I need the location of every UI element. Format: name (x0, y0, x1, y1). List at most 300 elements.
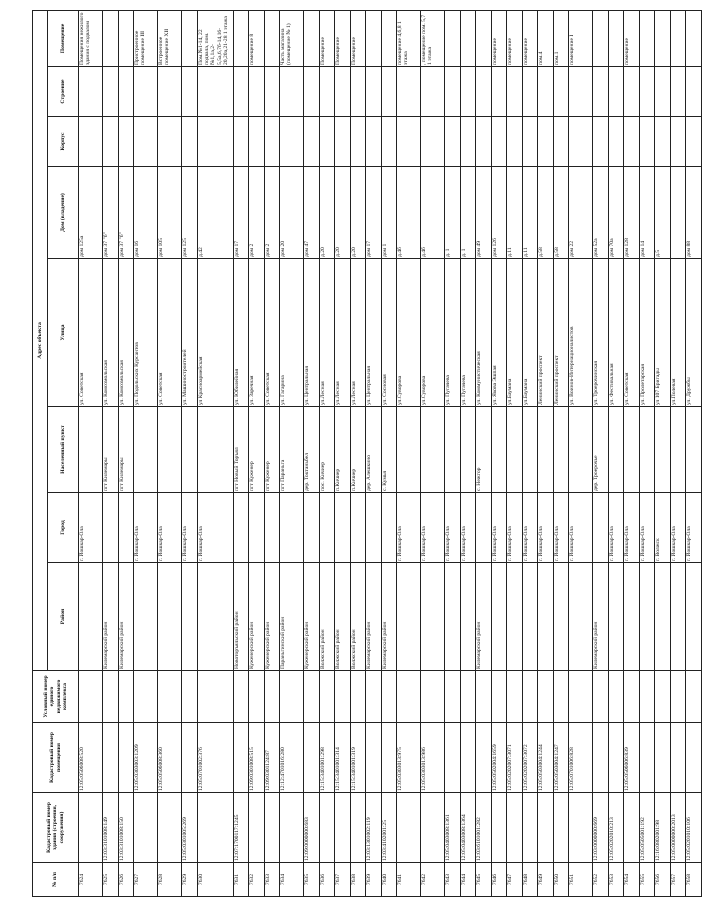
conditional-number-cell (103, 671, 119, 723)
settlement-cell (134, 407, 158, 493)
district-cell: Волжский район (319, 563, 335, 671)
table-row (158, 10, 182, 896)
conditional-number-cell (445, 671, 461, 723)
table-row (569, 10, 593, 896)
premise-cell (686, 10, 702, 66)
street-cell: ул. Якова Эшпая (491, 259, 507, 407)
row-number-cell: 7632 (249, 863, 265, 897)
house-cell: д. 1 (445, 167, 461, 259)
district-cell (197, 563, 233, 671)
cadastral-premise-cell: 12:05:0701006:828 (569, 723, 593, 793)
street-cell: ул.Баумана (522, 259, 538, 407)
row-number-cell: 7655 (639, 863, 655, 897)
premise-cell: , помещение пом. 5,7 1 этажа (421, 10, 445, 66)
city-cell (280, 493, 304, 563)
cadastral-premise-cell (304, 723, 320, 793)
city-cell: г. Йошкар-Ола (538, 493, 554, 563)
settlement-cell: пос. Кичиер (319, 407, 335, 493)
row-number-cell: 7628 (158, 863, 182, 897)
cadastral-premise-cell (118, 723, 134, 793)
settlement-cell (608, 407, 624, 493)
header-house: Дом (владение) (48, 167, 79, 259)
korpus-cell (491, 117, 507, 167)
city-cell: г. Йошкар-Ола (522, 493, 538, 563)
city-cell: г. Волжск (655, 493, 671, 563)
table-row (639, 10, 655, 896)
korpus-cell (670, 117, 686, 167)
conditional-number-cell (639, 671, 655, 723)
district-cell (182, 563, 198, 671)
row-number-cell: 7645 (476, 863, 492, 897)
stroenie-cell (118, 67, 134, 117)
house-cell: дом 49 (476, 167, 492, 259)
settlement-cell: дер. Троерочье (593, 407, 609, 493)
house-cell: дом 47 (304, 167, 320, 259)
district-cell (686, 563, 702, 671)
table-row (686, 10, 702, 896)
cadastral-premise-cell: 12:05:0303003:1209 (134, 723, 158, 793)
cadastral-building-cell (553, 793, 569, 863)
settlement-cell: с. Нежгор (476, 407, 492, 493)
stroenie-cell (397, 67, 421, 117)
house-cell: дом 20 (280, 167, 304, 259)
cadastral-premise-cell: 12:05:0503004:1244 (538, 723, 554, 793)
table-row (366, 10, 382, 896)
table-row (670, 10, 686, 896)
table-row (460, 10, 476, 896)
korpus-cell (264, 117, 280, 167)
city-cell (103, 493, 119, 563)
settlement-cell (182, 407, 198, 493)
district-cell (134, 563, 158, 671)
district-cell (445, 563, 461, 671)
city-cell (593, 493, 609, 563)
street-cell: ул Красноармейская (197, 259, 233, 407)
cadastral-premise-cell (445, 723, 461, 793)
conditional-number-cell (134, 671, 158, 723)
cadastral-premise-cell: 12:15:3401001:298 (319, 723, 335, 793)
korpus-cell (569, 117, 593, 167)
header-korpus: Корпус (48, 117, 79, 167)
korpus-cell (421, 117, 445, 167)
street-cell: Ленинский проспект (538, 259, 554, 407)
korpus-cell (366, 117, 382, 167)
table-row (249, 10, 265, 896)
korpus-cell (593, 117, 609, 167)
row-number-cell: 7636 (319, 863, 335, 897)
cadastral-building-cell: 12:16:0802001:98 (655, 793, 671, 863)
house-cell: д.4б (421, 167, 445, 259)
district-cell: Волжский район (350, 563, 366, 671)
stroenie-cell (522, 67, 538, 117)
street-cell: ул. Пугачева (460, 259, 476, 407)
city-cell: г. Йошкар-Ола (421, 493, 445, 563)
row-number-cell: 7648 (522, 863, 538, 897)
stroenie-cell (569, 67, 593, 117)
city-cell (381, 493, 397, 563)
table-row (507, 10, 523, 896)
table-row (79, 10, 103, 896)
header-settlement: Населенный пункт (48, 407, 79, 493)
premise-cell: Встроенное помещение XII (158, 10, 182, 66)
street-cell: ул. Машиностроителей (182, 259, 198, 407)
stroenie-cell (608, 67, 624, 117)
cadastral-building-cell (79, 793, 103, 863)
header-row-1 (33, 10, 48, 896)
korpus-cell (134, 117, 158, 167)
cadastral-building-cell (197, 793, 233, 863)
city-cell: г. Йошкар-Ола (182, 493, 198, 563)
premise-cell: Пристроенное помещение III (134, 10, 158, 66)
cadastral-premise-cell: 12:05:0303013:986 (421, 723, 445, 793)
district-cell (421, 563, 445, 671)
table-row (197, 10, 233, 896)
conditional-number-cell (264, 671, 280, 723)
cadastral-premise-cell: 12:05:0303013:975 (397, 723, 421, 793)
district-cell: Килемарский район (381, 563, 397, 671)
row-number-cell: 7653 (608, 863, 624, 897)
stroenie-cell (670, 67, 686, 117)
stroenie-cell (421, 67, 445, 117)
settlement-cell (397, 407, 421, 493)
conditional-number-cell (655, 671, 671, 723)
settlement-cell: п.Кичиер (335, 407, 351, 493)
house-cell: д.4б (397, 167, 421, 259)
premise-cell (182, 10, 198, 66)
city-cell (476, 493, 492, 563)
cadastral-building-cell (491, 793, 507, 863)
row-number-cell: 7651 (569, 863, 593, 897)
row-number-cell: 7658 (686, 863, 702, 897)
korpus-cell (182, 117, 198, 167)
house-cell: дом 128 (624, 167, 640, 259)
settlement-cell (79, 407, 103, 493)
street-cell: ул.Суворова (421, 259, 445, 407)
korpus-cell (381, 117, 397, 167)
property-registry-table (32, 10, 702, 897)
cadastral-premise-cell: 12:05:0506006:839 (624, 723, 640, 793)
street-cell: ул. Советская (79, 259, 103, 407)
stroenie-cell (103, 67, 119, 117)
cadastral-premise-cell: 12:12:4701016:280 (280, 723, 304, 793)
cadastral-building-cell: 12:05:0000000:2013 (670, 793, 686, 863)
city-cell (335, 493, 351, 563)
row-number-cell: 7642 (421, 863, 445, 897)
stroenie-cell (233, 67, 249, 117)
street-cell: ул. Комсомольская (118, 259, 134, 407)
conditional-number-cell (366, 671, 382, 723)
house-cell: дом 17 (366, 167, 382, 259)
premise-cell (670, 10, 686, 66)
conditional-number-cell (304, 671, 320, 723)
district-cell: Килемарский район (103, 563, 119, 671)
premise-cell (639, 10, 655, 66)
table-row (624, 10, 640, 896)
table-row (264, 10, 280, 896)
stroenie-cell (686, 67, 702, 117)
settlement-cell (158, 407, 182, 493)
house-cell (670, 167, 686, 259)
city-cell: г. Йошкар-Ола (460, 493, 476, 563)
settlement-cell: пгт Новый Торъял (233, 407, 249, 493)
cadastral-premise-cell (103, 723, 119, 793)
premise-cell: помещение (624, 10, 640, 66)
district-cell (507, 563, 523, 671)
cadastral-building-cell (249, 793, 265, 863)
table-row (522, 10, 538, 896)
cadastral-premise-cell: 12:09:0301124:87 (264, 723, 280, 793)
premise-cell: помещение I (569, 10, 593, 66)
header-premise: Помещение (48, 10, 79, 66)
district-cell: Килемарский район (366, 563, 382, 671)
city-cell (366, 493, 382, 563)
cadastral-premise-cell: 12:09:0301008:515 (249, 723, 265, 793)
row-number-cell: 7643 (445, 863, 461, 897)
city-cell (319, 493, 335, 563)
cadastral-premise-cell (381, 723, 397, 793)
settlement-cell: пгт Килемары (103, 407, 119, 493)
settlement-cell (445, 407, 461, 493)
cadastral-building-cell: 12:09:0000000:683 (304, 793, 320, 863)
cadastral-premise-cell (460, 723, 476, 793)
conditional-number-cell (538, 671, 554, 723)
table-row (233, 10, 249, 896)
korpus-cell (197, 117, 233, 167)
conditional-number-cell (158, 671, 182, 723)
settlement-cell (655, 407, 671, 493)
conditional-number-cell (670, 671, 686, 723)
house-cell: дом 2 (249, 167, 265, 259)
house-cell: дом 2 (264, 167, 280, 259)
table-row (182, 10, 198, 896)
district-cell (608, 563, 624, 671)
district-cell (538, 563, 554, 671)
table-row (350, 10, 366, 896)
conditional-number-cell (397, 671, 421, 723)
street-cell: ул. Советская (158, 259, 182, 407)
header-street: Улица (48, 259, 79, 407)
row-number-cell: 7635 (304, 863, 320, 897)
stroenie-cell (304, 67, 320, 117)
district-cell (79, 563, 103, 671)
stroenie-cell (445, 67, 461, 117)
cadastral-premise-cell (233, 723, 249, 793)
district-cell (158, 563, 182, 671)
house-cell: дом 125а (79, 167, 103, 259)
cadastral-premise-cell (639, 723, 655, 793)
table-row (335, 10, 351, 896)
stroenie-cell (134, 67, 158, 117)
premise-cell (655, 10, 671, 66)
korpus-cell (639, 117, 655, 167)
city-cell: г. Йошкар-Ола (134, 493, 158, 563)
settlement-cell (507, 407, 523, 493)
table-row (319, 10, 335, 896)
stroenie-cell (249, 67, 265, 117)
city-cell (249, 493, 265, 563)
house-cell: дом 16 (134, 167, 158, 259)
settlement-cell: пгт Параньга (280, 407, 304, 493)
house-cell: д.58 (538, 167, 554, 259)
korpus-cell (350, 117, 366, 167)
conditional-number-cell (182, 671, 198, 723)
cadastral-building-cell: 12:05:0202010:213 (608, 793, 624, 863)
premise-cell (118, 10, 134, 66)
table-row (381, 10, 397, 896)
settlement-cell (538, 407, 554, 493)
row-number-cell: 7629 (182, 863, 198, 897)
district-cell (569, 563, 593, 671)
korpus-cell (476, 117, 492, 167)
header-stroenie: Строение (48, 67, 79, 117)
premise-cell: помещение 8 (249, 10, 265, 66)
conditional-number-cell (197, 671, 233, 723)
house-cell: дом 88 (686, 167, 702, 259)
cadastral-building-cell: 12:03:4102001:25 (381, 793, 397, 863)
city-cell: г. Йошкар-Ола (158, 493, 182, 563)
stroenie-cell (280, 67, 304, 117)
conditional-number-cell (350, 671, 366, 723)
cadastral-building-cell (522, 793, 538, 863)
row-number-cell: 7650 (553, 863, 569, 897)
stroenie-cell (639, 67, 655, 117)
city-cell (264, 493, 280, 563)
conditional-number-cell (608, 671, 624, 723)
district-cell (655, 563, 671, 671)
premise-cell (233, 10, 249, 66)
city-cell: г. Йошкар-Ола (197, 493, 233, 563)
stroenie-cell (158, 67, 182, 117)
cadastral-building-cell (134, 793, 158, 863)
settlement-cell (522, 407, 538, 493)
cadastral-building-cell: 12:03:6101001:282 (476, 793, 492, 863)
korpus-cell (103, 117, 119, 167)
conditional-number-cell (593, 671, 609, 723)
cadastral-premise-cell (593, 723, 609, 793)
table-row (304, 10, 320, 896)
settlement-cell (569, 407, 593, 493)
premise-cell (593, 10, 609, 66)
cadastral-building-cell: 12:03:1301002:119 (366, 793, 382, 863)
district-cell: Куженерский район (264, 563, 280, 671)
conditional-number-cell (249, 671, 265, 723)
city-cell (118, 493, 134, 563)
district-cell: Килемарский район (118, 563, 134, 671)
table-row (118, 10, 134, 896)
row-number-cell: 7638 (350, 863, 366, 897)
street-cell: ул. Дружбы (686, 259, 702, 407)
header-cond-num: Условный номер единого недвижимого комплекса (33, 671, 79, 723)
cadastral-premise-cell (655, 723, 671, 793)
row-number-cell: 7656 (655, 863, 671, 897)
table-row (538, 10, 554, 896)
conditional-number-cell (553, 671, 569, 723)
conditional-number-cell (233, 671, 249, 723)
district-cell: Параньгинский район (280, 563, 304, 671)
cadastral-building-cell (319, 793, 335, 863)
house-cell: дом 125 (182, 167, 198, 259)
district-cell (670, 563, 686, 671)
cadastral-building-cell: 12:05:0201010:106 (686, 793, 702, 863)
city-cell: г. Йошкар-Ола (553, 493, 569, 563)
row-number-cell: 7631 (233, 863, 249, 897)
header-district: Район (48, 563, 79, 671)
cadastral-premise-cell: 12:05:0503004:1247 (553, 723, 569, 793)
house-cell: дом 17 (233, 167, 249, 259)
korpus-cell (249, 117, 265, 167)
settlement-cell: с. Кумья (381, 407, 397, 493)
premise-cell (381, 10, 397, 66)
district-cell (522, 563, 538, 671)
row-number-cell: 7654 (624, 863, 640, 897)
district-cell: Волжский район (335, 563, 351, 671)
korpus-cell (118, 117, 134, 167)
conditional-number-cell (118, 671, 134, 723)
cadastral-building-cell: 12:05:0403008:1361 (445, 793, 461, 863)
cadastral-premise-cell (476, 723, 492, 793)
house-cell: дом 22 (569, 167, 593, 259)
city-cell: г. Йошкар-Ола (397, 493, 421, 563)
cadastral-premise-cell: 12:05:0701002:376 (197, 723, 233, 793)
settlement-cell: пгт Куженер (264, 407, 280, 493)
table-row (476, 10, 492, 896)
premise-cell: Пом.№1-14, 22 подвала, пом. №1,1а,2-5,5а,6,7б-14,16-20,20а,21-28 1 этажа (197, 10, 233, 66)
house-cell: дом 1 (381, 167, 397, 259)
cadastral-building-cell (538, 793, 554, 863)
premise-cell (304, 10, 320, 66)
city-cell: г. Йошкар-Ола (686, 493, 702, 563)
stroenie-cell (507, 67, 523, 117)
row-number-cell: 7641 (397, 863, 421, 897)
stroenie-cell (624, 67, 640, 117)
cadastral-premise-cell (686, 723, 702, 793)
korpus-cell (233, 117, 249, 167)
table-row (553, 10, 569, 896)
settlement-cell (639, 407, 655, 493)
cadastral-premise-cell (670, 723, 686, 793)
korpus-cell (522, 117, 538, 167)
premise-cell (264, 10, 280, 66)
header-city: Город (48, 493, 79, 563)
stroenie-cell (79, 67, 103, 117)
house-cell: д.20 (350, 167, 366, 259)
district-cell (397, 563, 421, 671)
street-cell: ул. Троерочинская (593, 259, 609, 407)
row-number-cell: 7639 (366, 863, 382, 897)
house-cell: дом 126 (491, 167, 507, 259)
stroenie-cell (350, 67, 366, 117)
premise-cell: Помещение (319, 10, 335, 66)
row-number-cell: 7637 (335, 863, 351, 897)
stroenie-cell (335, 67, 351, 117)
settlement-cell (460, 407, 476, 493)
district-cell (624, 563, 640, 671)
house-cell: д.11 (507, 167, 523, 259)
city-cell: г. Йошкар-Ола (670, 493, 686, 563)
row-number-cell: 7640 (381, 863, 397, 897)
table-row (445, 10, 461, 896)
settlement-cell: п.Кичиер (350, 407, 366, 493)
header-cad-building: Кадастровый номер здания (строения, сооружения) (33, 793, 79, 863)
street-cell: ул.Полевая (670, 259, 686, 407)
cadastral-premise-cell: 12:05:0502004:1659 (491, 723, 507, 793)
settlement-cell: пгт Куженер (249, 407, 265, 493)
cadastral-building-cell (350, 793, 366, 863)
stroenie-cell (460, 67, 476, 117)
row-number-cell: 7627 (134, 863, 158, 897)
stroenie-cell (593, 67, 609, 117)
street-cell: ул.Лесная (335, 259, 351, 407)
